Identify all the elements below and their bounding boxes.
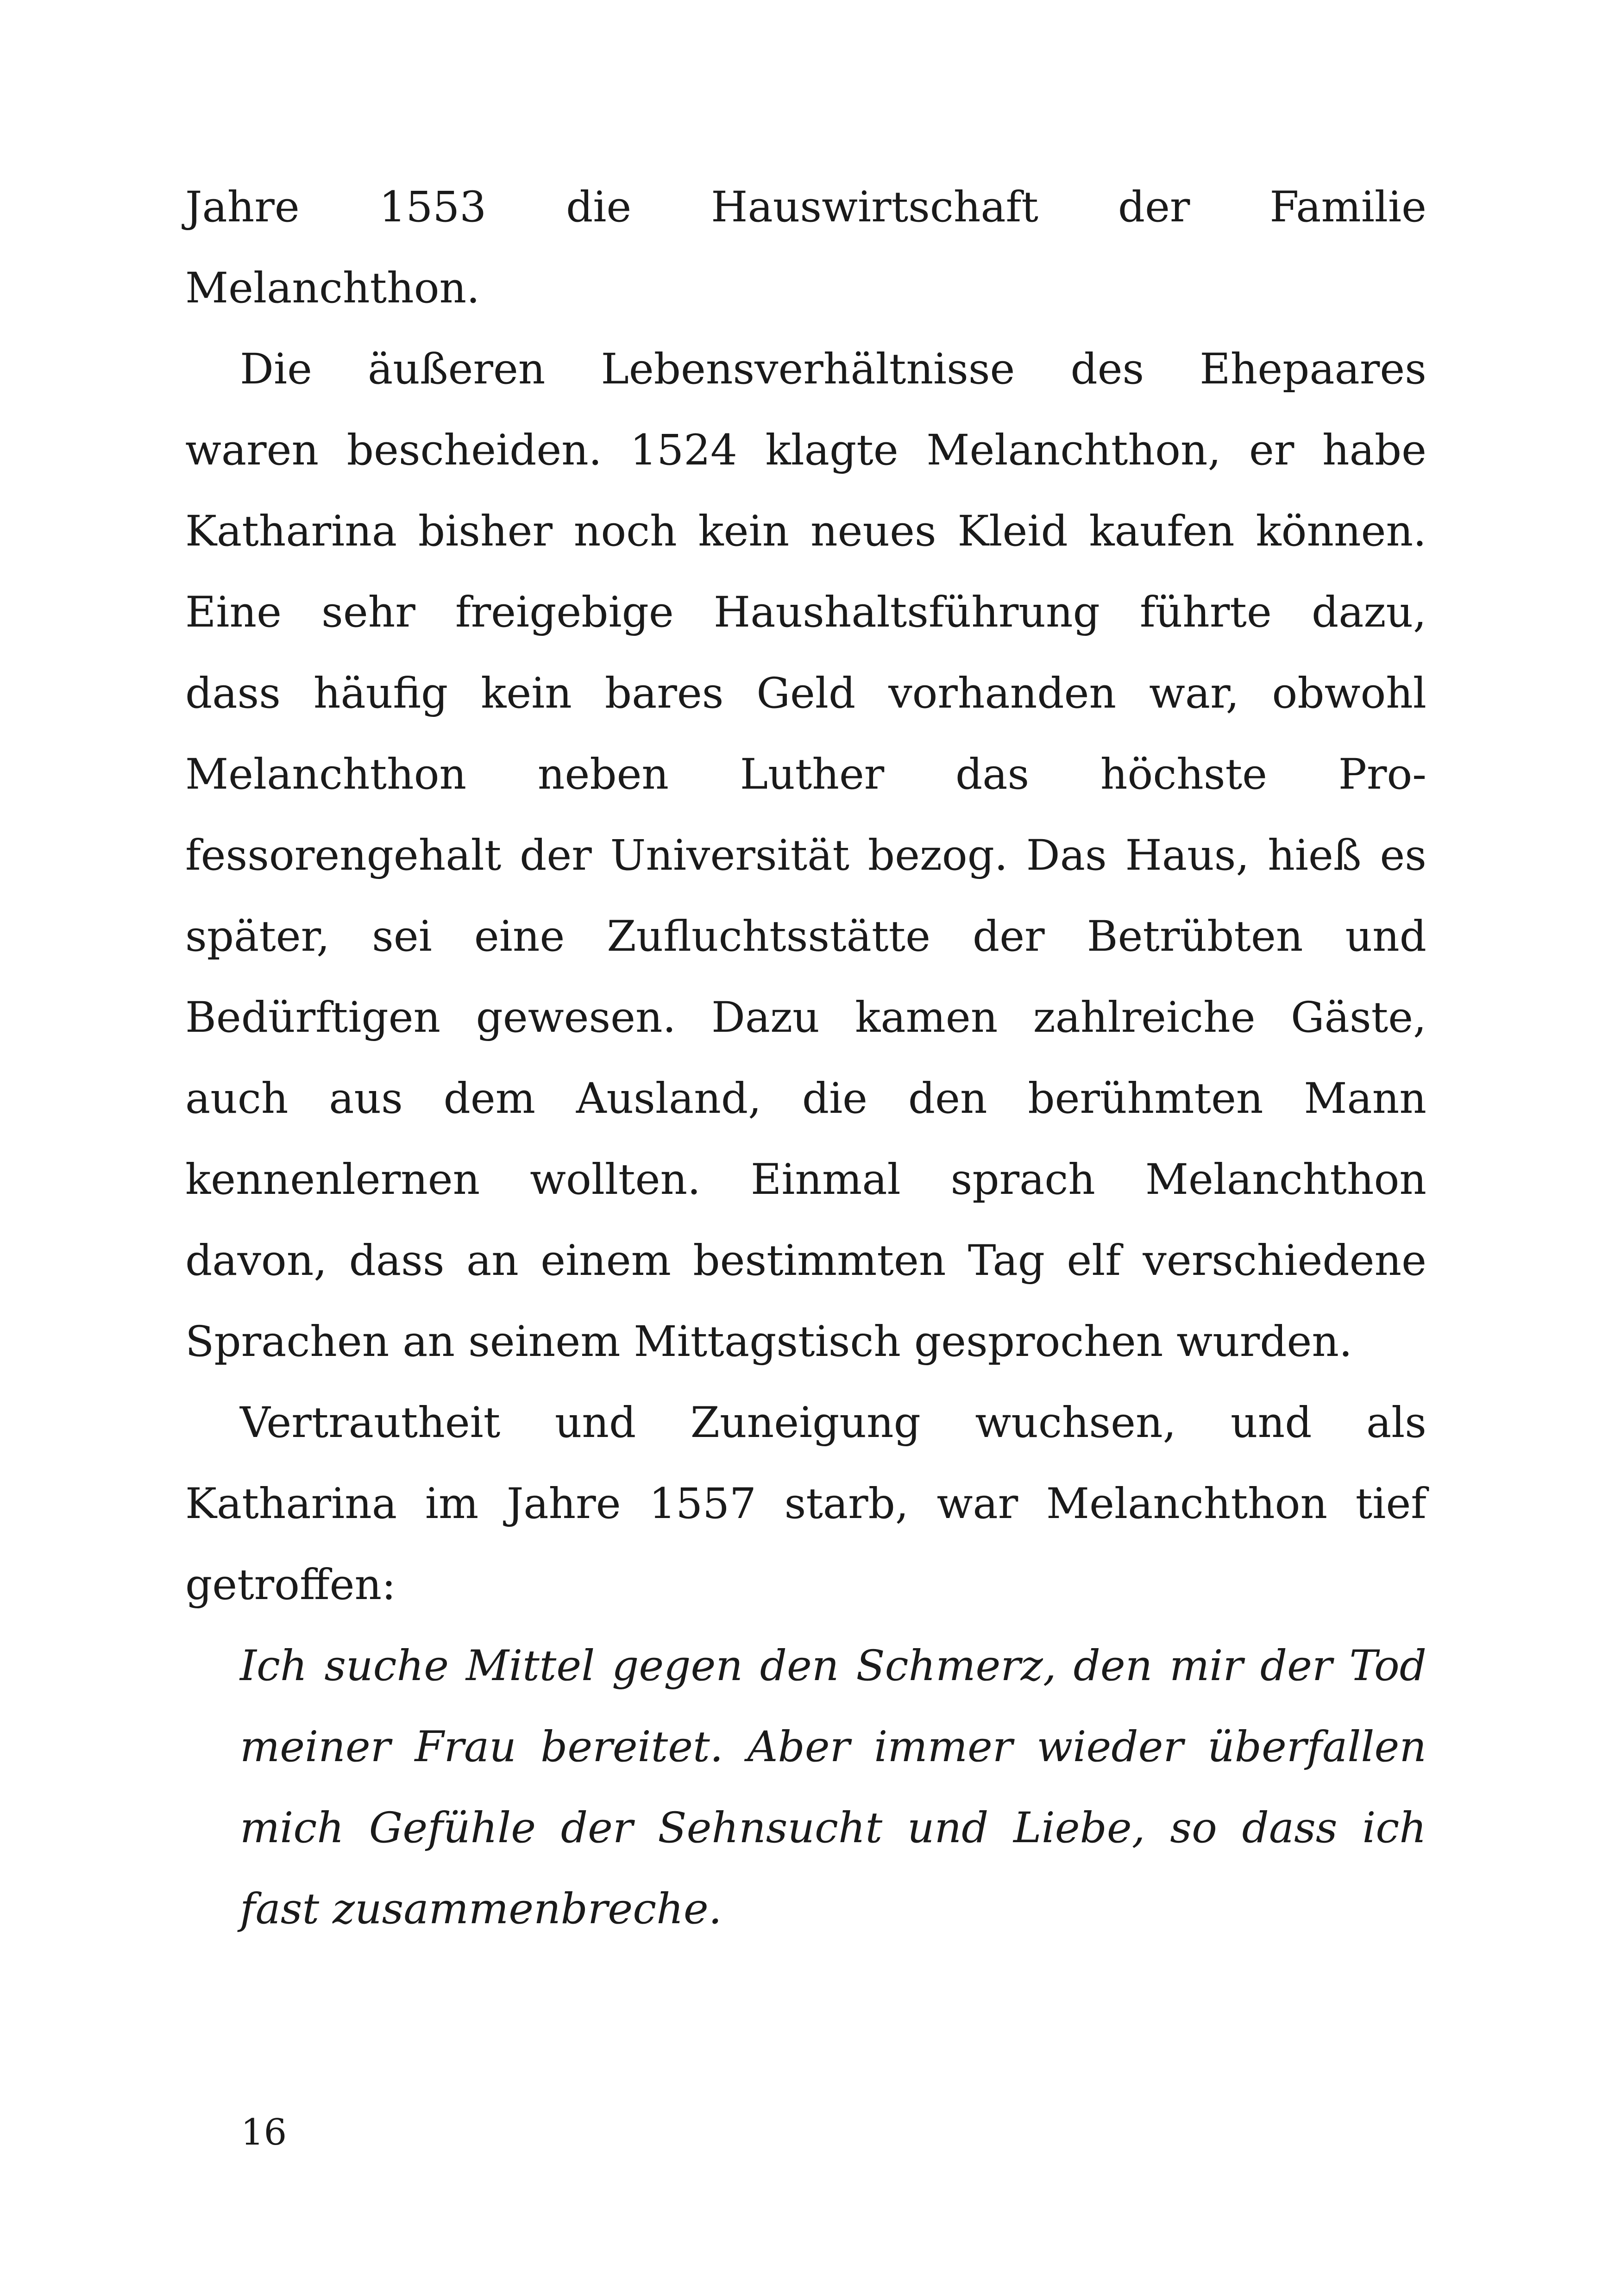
quote-line: mich Gefühle der Sehnsucht und Liebe, so dass ich xyxy=(240,1804,1426,1852)
text-line: Die äußeren Lebensverhältnisse des Ehepaares xyxy=(240,345,1426,394)
text-line: kennenlernen wollten. Einmal sprach Melanchthon xyxy=(185,1155,1426,1204)
text-line: waren bescheiden. 1524 klagte Melanchthon, er habe xyxy=(185,426,1426,475)
text-line: Vertrautheit und Zuneigung wuchsen, und als xyxy=(240,1399,1426,1447)
text-line: Sprachen an seinem Mittagstisch gesprochen wurden. xyxy=(185,1317,1352,1366)
quote-line: fast zusammenbreche. xyxy=(240,1885,722,1933)
page-number: 16 xyxy=(241,2112,287,2153)
quote-line: meiner Frau bereitet. Aber immer wieder überfallen xyxy=(240,1723,1426,1771)
paragraph-2 xyxy=(185,329,1426,1382)
text-line: dass häufig kein bares Geld vorhanden war, obwohl xyxy=(185,669,1426,718)
text-line: Melanchthon. xyxy=(185,264,480,313)
text-line: später, sei eine Zufluchtsstätte der Betrübten und xyxy=(185,912,1426,961)
text-line: fessorengehalt der Universität bezog. Das Haus, hieß es xyxy=(185,831,1426,880)
text-line: Melanchthon neben Luther das höchste Pro- xyxy=(185,750,1426,799)
text-line: getroffen: xyxy=(185,1561,396,1609)
text-line: auch aus dem Ausland, die den berühmten Mann xyxy=(185,1074,1426,1123)
text-line: Katharina im Jahre 1557 starb, war Melanchthon tief xyxy=(185,1480,1426,1528)
text-line: Jahre 1553 die Hauswirtschaft der Familie xyxy=(185,183,1426,232)
paragraph-3 xyxy=(185,1382,1426,1625)
text-line: Katharina bisher noch kein neues Kleid kaufen können. xyxy=(185,507,1426,556)
body-text xyxy=(185,167,1426,1950)
text-line: Bedürftigen gewesen. Dazu kamen zahlreiche Gäste, xyxy=(185,993,1426,1042)
paragraph-1 xyxy=(185,167,1426,329)
text-line: Eine sehr freigebige Haushaltsführung führte dazu, xyxy=(185,588,1426,637)
quote-line: Ich suche Mittel gegen den Schmerz, den mir der Tod xyxy=(240,1642,1426,1690)
block-quote xyxy=(185,1625,1426,1950)
text-line: davon, dass an einem bestimmten Tag elf verschiedene xyxy=(185,1236,1426,1285)
